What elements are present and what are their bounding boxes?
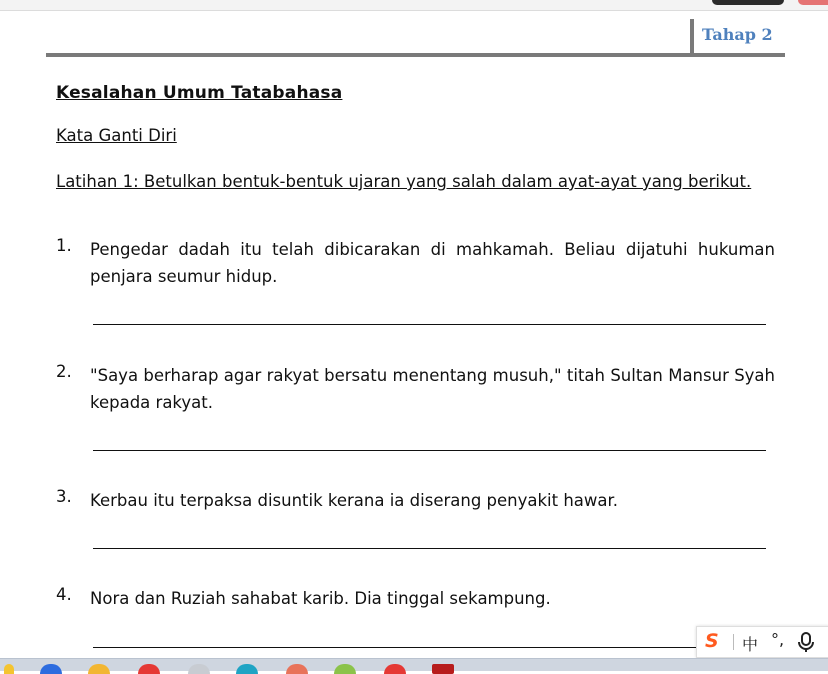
app-icon[interactable] bbox=[138, 664, 160, 674]
app-icon[interactable] bbox=[286, 664, 308, 674]
ime-divider bbox=[733, 634, 734, 650]
header-vertical-rule bbox=[690, 19, 694, 56]
pdf-icon[interactable] bbox=[432, 664, 454, 674]
window-tab-red[interactable] bbox=[798, 0, 828, 5]
question-text: Kerbau itu terpaksa disuntik kerana ia diserang penyakit hawar. bbox=[90, 491, 619, 510]
answer-line[interactable] bbox=[93, 647, 766, 648]
star-icon[interactable] bbox=[4, 664, 14, 674]
sogou-logo-icon[interactable]: S bbox=[705, 630, 719, 652]
taskbar bbox=[0, 658, 828, 671]
question-number: 3. bbox=[56, 487, 72, 506]
question-number: 1. bbox=[56, 236, 72, 255]
app-icon[interactable] bbox=[384, 664, 406, 674]
question-text: Nora dan Ruziah sahabat karib. Dia tinggal sekampung. bbox=[90, 589, 551, 608]
header-rule bbox=[46, 53, 785, 57]
question-text: Pengedar dadah itu telah dibicarakan di mahkamah. Beliau dijatuhi hukuman penjara seumur hidup. bbox=[90, 240, 775, 286]
ime-toolbar[interactable] bbox=[696, 626, 828, 658]
answer-line[interactable] bbox=[93, 324, 766, 325]
chinese-mode-icon[interactable]: 中 bbox=[742, 635, 759, 654]
page-heading: Kesalahan Umum Tatabahasa bbox=[56, 83, 343, 103]
app-icon[interactable] bbox=[236, 664, 258, 674]
answer-line[interactable] bbox=[93, 450, 766, 451]
microphone-icon[interactable] bbox=[796, 631, 816, 653]
section-subheading: Kata Ganti Diri bbox=[56, 126, 177, 145]
window-top-strip bbox=[0, 0, 828, 11]
app-icon[interactable] bbox=[40, 664, 62, 674]
app-icon[interactable] bbox=[334, 664, 356, 674]
punctuation-icon[interactable]: °, bbox=[771, 630, 785, 649]
exercise-instruction: Latihan 1: Betulkan bentuk-bentuk ujaran yang salah dalam ayat-ayat yang berikut. bbox=[56, 172, 752, 191]
folder-icon[interactable] bbox=[88, 664, 110, 674]
answer-line[interactable] bbox=[93, 548, 766, 549]
question-text: "Saya berharap agar rakyat bersatu menentang musuh," titah Sultan Mansur Syah kepada rakyat. bbox=[90, 366, 775, 412]
app-icon[interactable] bbox=[188, 664, 210, 674]
question-number: 2. bbox=[56, 362, 72, 381]
stage-label: Tahap 2 bbox=[702, 25, 773, 44]
question-number: 4. bbox=[56, 585, 72, 604]
window-tab-dark[interactable] bbox=[712, 0, 784, 5]
